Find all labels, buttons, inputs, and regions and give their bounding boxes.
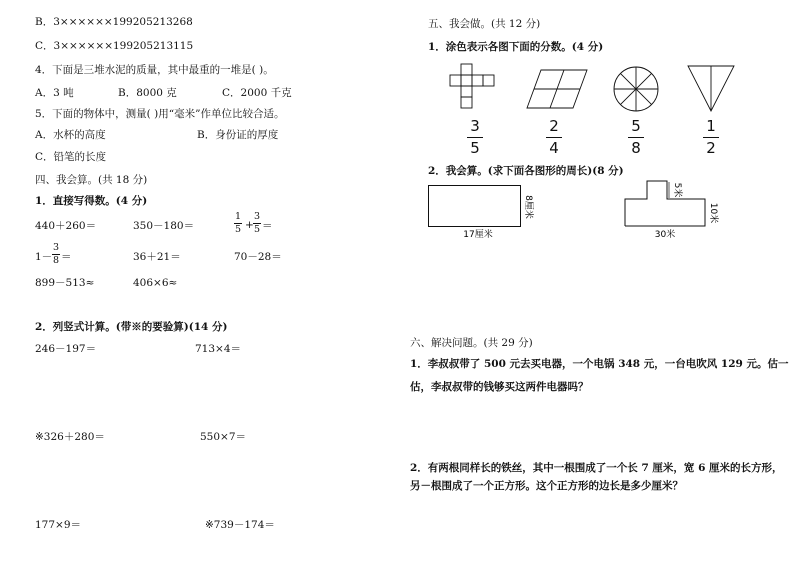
calc-440-260: 440＋260＝ bbox=[35, 220, 97, 232]
numerator: 3 bbox=[253, 211, 261, 222]
calc-350-180: 350－180＝ bbox=[133, 220, 195, 232]
fraction-five-eighths bbox=[628, 119, 644, 156]
numerator: 3 bbox=[52, 242, 60, 253]
figure-height-label: 10米 bbox=[708, 202, 718, 224]
fraction-bar bbox=[628, 137, 644, 138]
plus-sign: + bbox=[245, 219, 254, 231]
denominator: 5 bbox=[253, 223, 261, 235]
fraction-bar bbox=[467, 137, 483, 138]
q4-option-b: B．8000 克 bbox=[118, 87, 177, 99]
vertical-calc-177x9: 177×9＝ bbox=[35, 519, 82, 531]
triangle-shape bbox=[688, 66, 734, 112]
q3-option-c: C．3××××××199205213115 bbox=[35, 40, 194, 52]
q5-option-a: A．水杯的高度 bbox=[35, 129, 106, 141]
denominator: 2 bbox=[706, 139, 716, 157]
section6-title: 六、解决问题。(共 29 分) bbox=[410, 337, 533, 349]
numerator: 3 bbox=[470, 117, 480, 135]
numerator: 1 bbox=[706, 117, 716, 135]
equals-sign: ＝ bbox=[262, 220, 273, 232]
problem1-line1: 1．李叔叔带了 500 元去买电器，一个电锅 348 元，一台电吹风 129 元。估一 bbox=[410, 358, 789, 370]
problem2-line1: 2．有两根同样长的铁丝，其中一根围成了一个长 7 厘米，宽 6 厘米的长方形， bbox=[410, 462, 783, 474]
vertical-calc-550x7: 550×7＝ bbox=[200, 431, 247, 443]
numerator: 1 bbox=[234, 211, 242, 222]
stepped-figure bbox=[625, 181, 725, 243]
q5-option-b: B．身份证的厚度 bbox=[197, 129, 279, 141]
fraction-one-fifth bbox=[234, 212, 242, 234]
denominator: 5 bbox=[234, 223, 242, 235]
calc-36-21: 36＋21＝ bbox=[133, 251, 181, 263]
equals-sign: ＝ bbox=[61, 251, 72, 263]
figure-width-label: 30米 bbox=[654, 230, 676, 240]
estimate-899-513: 899－513≈ bbox=[35, 277, 95, 289]
denominator: 4 bbox=[549, 139, 559, 157]
estimate-406x6: 406×6≈ bbox=[133, 277, 178, 289]
vertical-calc-739-174: ※739－174＝ bbox=[205, 519, 275, 531]
circle-shape bbox=[613, 66, 659, 112]
section4-q1-title: 1．直接写得数。(4 分) bbox=[35, 195, 148, 207]
fraction-sub-whole: 1－ bbox=[35, 251, 53, 263]
numerator: 2 bbox=[549, 117, 559, 135]
q4-option-a: A．3 吨 bbox=[35, 87, 74, 99]
fraction-bar bbox=[703, 137, 719, 138]
problem2-line2: 另－根围成了一个正方形。这个正方形的边长是多少厘米？ bbox=[410, 480, 683, 492]
denominator: 5 bbox=[470, 139, 480, 157]
numerator: 5 bbox=[631, 117, 641, 135]
step-height-label: 5米 bbox=[672, 182, 682, 198]
section5-q1-title: 1．涂色表示各图下面的分数。(4 分) bbox=[428, 41, 604, 53]
cross-net-shape bbox=[450, 64, 494, 108]
q3-option-b: B．3××××××199205213268 bbox=[35, 16, 193, 28]
fraction-three-fifths bbox=[467, 119, 483, 156]
calc-70-28: 70－28＝ bbox=[234, 251, 282, 263]
parallelogram-shape bbox=[527, 70, 587, 110]
q4-option-c: C．2000 千克 bbox=[222, 87, 292, 99]
q5-option-c: C．铅笔的长度 bbox=[35, 151, 107, 163]
fraction-bar bbox=[546, 137, 562, 138]
fraction-three-fifths bbox=[253, 212, 261, 234]
vertical-calc-326-280: ※326＋280＝ bbox=[35, 431, 105, 443]
fraction-two-quarters bbox=[546, 119, 562, 156]
q4-stem: 4．下面是三堆水泥的质量，其中最重的一堆是( )。 bbox=[35, 64, 274, 76]
fraction-one-half bbox=[703, 119, 719, 156]
q5-stem: 5．下面的物体中，测量( )用“毫米”作单位比较合适。 bbox=[35, 108, 285, 120]
problem1-line2: 估，李叔叔带的钱够买这两件电器吗？ bbox=[410, 381, 589, 393]
denominator: 8 bbox=[52, 254, 60, 266]
rectangle-figure bbox=[428, 185, 538, 241]
fraction-three-eighths bbox=[52, 243, 60, 265]
section4-q2-title: 2．列竖式计算。(带※的要验算)(14 分) bbox=[35, 321, 228, 333]
section5-title: 五、我会做。(共 12 分) bbox=[428, 18, 541, 30]
rectangle-width-label: 17厘米 bbox=[463, 230, 493, 240]
section4-title: 四、我会算。(共 18 分) bbox=[35, 174, 148, 186]
vertical-calc-713x4: 713×4＝ bbox=[195, 343, 242, 355]
denominator: 8 bbox=[631, 139, 641, 157]
rectangle-height-label: 8厘米 bbox=[523, 195, 533, 219]
section5-q2-title: 2．我会算。(求下面各图形的周长)(8 分) bbox=[428, 165, 624, 177]
vertical-calc-246-197: 246－197＝ bbox=[35, 343, 97, 355]
